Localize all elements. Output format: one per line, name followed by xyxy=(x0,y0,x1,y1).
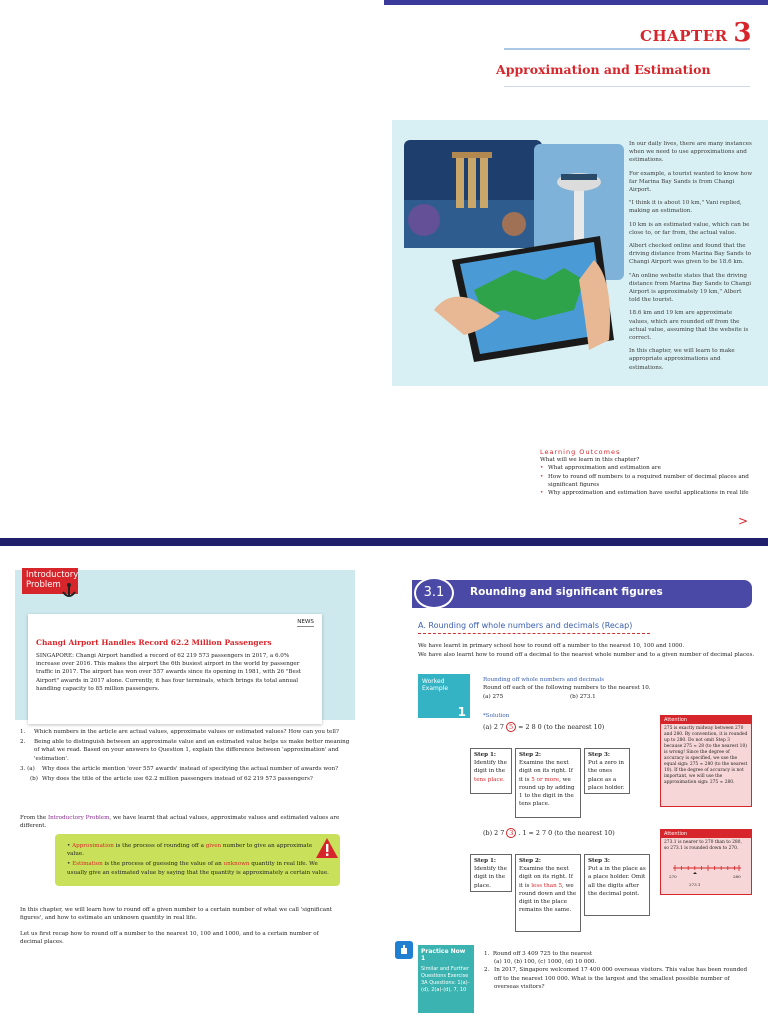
step-text: , we round up by adding 1 to the digit in the tens place. xyxy=(519,776,575,808)
step-keyword: tens place. xyxy=(474,776,505,783)
solution-expression: (b) 2 7 xyxy=(483,829,505,837)
solution-a-line xyxy=(483,722,604,732)
question-number: 2. xyxy=(20,739,26,746)
chapter-title: Approximation and Estimation xyxy=(496,62,711,77)
intro-paragraph: 10 km is an estimated value, which can be close to, or far from, the actual value. xyxy=(629,221,750,236)
question-number: 3. (a) xyxy=(20,765,35,772)
attention-text: 273.1 is nearer to 270 than to 280, so 273.1 is rounded down to 270. xyxy=(664,840,742,851)
step-3-box xyxy=(584,748,630,794)
chapter-intro xyxy=(629,140,753,377)
step-1-box xyxy=(470,748,512,794)
intro-problem-link[interactable]: Introductory Problem xyxy=(47,815,110,821)
attention-title: Attention xyxy=(661,716,751,724)
intro-paragraph: In our daily lives, there are many instances when we need to use approximations and estimations. xyxy=(629,141,752,164)
worked-example-label: Worked Example xyxy=(422,678,449,692)
learning-outcome-item: • Why approximation and estimation have useful applications in real life xyxy=(540,489,752,497)
definition-text: is the process of guessing the value of an xyxy=(102,861,224,868)
definition-text: number to give an approximate value. xyxy=(67,843,313,858)
chapter-divider-2 xyxy=(504,86,750,87)
exclamation-icon xyxy=(316,838,338,858)
attention-title: Attention xyxy=(661,830,751,838)
chapter-plan-text: In this chapter, we will learn how to round off a given number to a certain number of what we call 'significant figures', and how to estimate an unknown quantity in real life. xyxy=(20,907,332,922)
section-title: Rounding and significant figures xyxy=(470,586,663,598)
definition-approximation: • Approximation is the process of rounding off a given number to give an approximate value. xyxy=(67,843,313,858)
step-text: Put a zero in the ones place as a place holder. xyxy=(588,760,625,791)
question-item xyxy=(20,765,350,773)
learned-text: From the xyxy=(20,815,47,821)
question-item xyxy=(20,728,350,736)
news-article xyxy=(28,614,322,724)
attention-box-2 xyxy=(660,829,752,895)
section-intro: We have learnt in primary school how to round off a number to the nearest 10, 100 and 1000. xyxy=(418,643,685,649)
circled-digit: 5 xyxy=(506,722,516,732)
section-intro: We have also learnt how to round off a decimal to the nearest whole number and to a given number of decimal places. xyxy=(418,652,755,658)
step-text: , we round down and the digit in the place remains the same. xyxy=(519,882,577,914)
learning-outcomes-question: What will we learn in this chapter? xyxy=(540,457,640,464)
intro-paragraph: "I think it is about 10 km," Vani replied, making an estimation. xyxy=(629,200,742,215)
attention-box xyxy=(660,715,752,807)
definition-term: Estimation xyxy=(72,861,103,868)
step-title: Step 2: xyxy=(519,752,541,758)
practice-label: Practice Now 1 xyxy=(421,948,466,962)
tablet-illustration xyxy=(404,140,624,370)
question-number: (b) xyxy=(30,776,38,783)
chapter-label: CHAPTER xyxy=(640,27,728,45)
step-text: Identify the digit in the xyxy=(474,866,507,881)
circled-digit: 3 xyxy=(506,828,516,838)
solution-b-line xyxy=(483,828,615,838)
step-title: Step 3: xyxy=(588,752,610,758)
intro-paragraph: Albert checked online and found that the driving distance from Marina Bay Sands to Changi Airport was given to be 18.6 km. xyxy=(629,243,752,266)
chapter-number: 3 xyxy=(733,18,752,48)
worked-example-part: (b) 273.1 xyxy=(570,694,596,700)
anchor-icon xyxy=(58,582,80,600)
scale-label: 273.1 xyxy=(689,882,701,887)
intro-paragraph: 18.6 km and 19 km are approximate values, which are rounded off from the actual value, assuming that the website is correct. xyxy=(629,310,749,342)
step-keyword: 5 or more xyxy=(531,776,560,783)
step-2-box xyxy=(515,748,581,818)
solution-expression: . 1 ≈ 2 7 0 (to the nearest 10) xyxy=(518,829,615,837)
question-item xyxy=(20,775,350,783)
step-title: Step 1: xyxy=(474,858,496,864)
learning-outcome-item: • What approximation and estimation are xyxy=(540,464,752,472)
practice-q1-parts: (a) 10, (b) 100, (c) 1000, (d) 10 000. xyxy=(494,959,597,966)
learned-text: , we have learnt that actual values, approximate values and estimated values are different. xyxy=(20,815,340,830)
definition-text: quantity in real life. We usually give an estimated value by saying that the quantity is approximately a certain value. xyxy=(67,861,329,876)
intro-paragraph: In this chapter, we will learn to make appropriate approximations and estimations. xyxy=(629,348,735,371)
worked-example-part: (a) 275 xyxy=(483,694,504,700)
practice-q2: In 2017, Singapore welcomed 17 400 000 overseas visitors. This value has been rounded off to the nearest 100 000. What is the largest and the smallest possible number of overseas visitors? xyxy=(494,967,748,990)
worked-example-question: Round off each of the following numbers to the nearest 10. xyxy=(483,685,651,691)
practice-now-badge xyxy=(418,945,474,1013)
news-label: NEWS xyxy=(297,618,314,627)
step-1-box-b xyxy=(470,854,512,892)
intro-questions xyxy=(20,728,350,785)
intro-paragraph: For example, a tourist wanted to know how far Marina Bay Sands is from Changi Airport. xyxy=(629,170,753,194)
step-keyword: less than 5 xyxy=(531,882,563,889)
step-text: Identify the digit in the xyxy=(474,760,507,775)
step-text: Examine the next digit on its right. If it is xyxy=(519,866,573,889)
question-number: 1. xyxy=(20,729,26,735)
intro-problem-badge-label: Introductory Problem xyxy=(26,570,79,590)
page-separator xyxy=(0,538,768,546)
worked-example-number: 1 xyxy=(457,705,466,719)
chapter-heading xyxy=(640,18,752,48)
attention-text: 275 is exactly midway between 270 and 280. By convention, it is rounded up to 280. Do not omit Step 3 because 275 ≈ 28 (to the nearest 10) is wrong! Since the degree of accuracy is specified, we use the equal sign: 275 ≈ 280 (to the nearest 10). If the degree of accuracy is not important, we will use the approximation sign: 275 ≈ 280. xyxy=(664,726,748,785)
solution-expression: ≈ 2 8 0 (to the nearest 10) xyxy=(518,723,605,731)
subsection-title: A. Rounding off whole numbers and decimals (Recap) xyxy=(418,621,633,630)
learning-outcomes xyxy=(540,448,752,497)
learning-outcomes-title: Learning Outcomes xyxy=(540,448,621,456)
chapter-divider xyxy=(504,48,750,50)
definition-box xyxy=(55,834,340,886)
step-title: Step 3: xyxy=(588,858,610,864)
definition-term: Approximation xyxy=(72,843,114,849)
scale-label: 270 xyxy=(669,874,677,879)
number-line-icon xyxy=(671,862,743,874)
solution-label: *Solution xyxy=(483,713,510,719)
subsection-underline xyxy=(418,633,650,634)
next-page-arrow-icon[interactable]: > xyxy=(738,514,749,528)
question-item xyxy=(20,738,350,763)
intro-paragraph: "An online website states that the driving distance from Marina Bay Sands to Changi Airport is approximately 19 km," Albert told the tourist. xyxy=(629,272,752,304)
question-text: Why does the title of the article use 62.2 million passengers instead of 62 219 573 passengers? xyxy=(42,776,313,783)
step-3-box-b xyxy=(584,854,650,916)
scale-label: 280 xyxy=(733,874,741,879)
learned-summary xyxy=(20,814,340,830)
worked-example-badge xyxy=(418,674,470,718)
solution-expression: (a) 2 7 xyxy=(483,723,504,731)
learning-outcome-item: • How to round off numbers to a required number of decimal places and significant figures xyxy=(540,473,752,489)
news-body: SINGAPORE: Changi Airport handled a record of 62 219 573 passengers in 2017, a 6.0% increase over 2016. This makes the airport the 6th busiest airport in the world by passenger traffic in 2017. The airport has won over 557 awards since its opening in 1981, with 26 "Best Airport" awards in 2017 alone. Currently, it has four terminals, which brings its total annual handling capacity to 85 million passengers. xyxy=(36,653,301,692)
definition-text: is the process of rounding off a xyxy=(113,843,206,849)
step-keyword: place. xyxy=(474,882,491,889)
question-text: Why does the article mention 'over 557 awards' instead of specifying the actual number of awards won? xyxy=(42,765,339,772)
step-title: Step 2: xyxy=(519,858,541,864)
step-2-box-b xyxy=(515,854,581,932)
step-text: Put a in the place as a place holder. Omit all the digits after the decimal point. xyxy=(588,866,646,897)
step-title: Step 1: xyxy=(474,752,496,758)
definition-keyword: unknown xyxy=(223,861,250,868)
practice-questions: 1. Round off 3 409 725 to the nearest (a) 10, (b) 100, (c) 1000, (d) 10 000. 2. In 2017, Singapore welcomed 17 400 000 overseas visitors. This value has been rounded off to the nearest 100 000. What is the largest and the smallest possible number of overseas visitors? xyxy=(484,950,754,991)
practice-side-text: Similar and Further Questions Exercise 3A Questions: 1(a)-(d), 2(a)-(d), 7, 10 xyxy=(421,966,470,993)
practice-icon xyxy=(395,941,413,959)
definition-estimation: • Estimation is the process of guessing the value of an unknown quantity in real life. We usually give an estimated value by saying that the quantity is approximately a certain value. xyxy=(67,861,329,876)
section-number: 3.1 xyxy=(414,577,454,609)
step-text: Examine the next digit on its right. If it is xyxy=(519,760,573,783)
practice-q1: Round off 3 409 725 to the nearest xyxy=(492,951,593,957)
question-text: Being able to distinguish between an approximate value and an estimated value helps us make better meaning of what we read. Based on your answers to Question 1, explain the difference between 'approximation' and 'estimation'. xyxy=(34,739,350,762)
worked-example-title: Rounding off whole numbers and decimals xyxy=(483,677,605,683)
question-text: Which numbers in the article are actual values, approximate values or estimated values? How can you tell? xyxy=(34,729,339,735)
top-band xyxy=(384,0,768,5)
recap-text: Let us first recap how to round off a number to the nearest 10, 100 and 1000, and to a certain number of decimal places. xyxy=(20,931,319,946)
news-headline: Changi Airport Handles Record 62.2 Million Passengers xyxy=(36,638,272,647)
definition-keyword: given xyxy=(205,843,222,849)
